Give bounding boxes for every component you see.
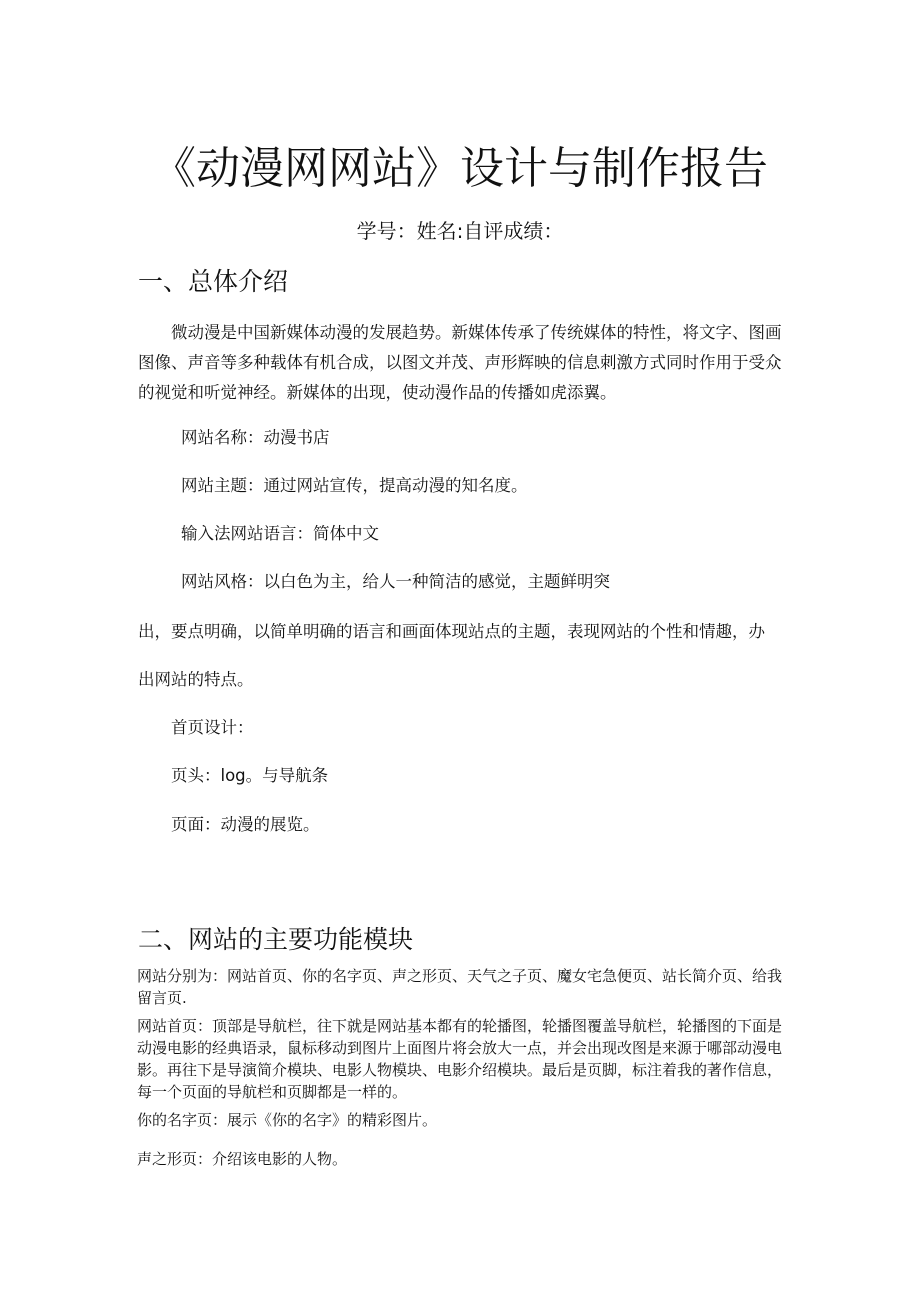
intro-paragraph: 微动漫是中国新媒体动漫的发展趋势。新媒体传承了传统媒体的特性，将文字、图画图像、声音等多种载体有机合成，以图文并茂、声形辉映的信息刺激方式同时作用于受众的视觉和听觉神经。新媒体的出现，使动漫作品的传播如虎添翼。 — [138, 323, 782, 402]
home-design-line: 首页设计： — [171, 718, 254, 737]
pages-list-paragraph: 网站分别为：网站首页、你的名字页、声之形页、天气之子页、魔女宅急便页、站长简介页、给我留言页. — [137, 967, 783, 1007]
document-title: 《动漫网网站》设计与制作报告 — [152, 143, 768, 194]
student-info-line: 学号：姓名:自评成绩： — [356, 219, 564, 243]
site-style-line-2: 出，要点明确，以简单明确的语言和画面体现站点的主题，表现网站的个性和情趣，办 — [138, 622, 765, 641]
section-heading-overview: 一、总体介绍 — [138, 267, 289, 296]
page-header-line: 页头：log。与导航条 — [171, 766, 329, 785]
silent-voice-page-paragraph: 声之形页：介绍该电影的人物。 — [137, 1150, 348, 1168]
site-style-line-3: 出网站的特点。 — [138, 670, 254, 689]
site-name-line: 网站名称：动漫书店 — [181, 428, 330, 447]
home-page-paragraph: 网站首页：顶部是导航栏，往下就是网站基本都有的轮播图，轮播图覆盖导航栏，轮播图的下面是动漫电影的经典语录，鼠标移动到图片上面图片将会放大一点，并会出现改图是来源于哪部动漫电影。再往下是导演简介模块、电影人物模块、电影介绍模块。最后是页脚，标注着我的著作信息，每一个页面的导航栏和页脚都是一样的。 — [137, 1017, 783, 1101]
section-heading-modules: 二、网站的主要功能模块 — [138, 925, 414, 954]
your-name-page-paragraph: 你的名字页：展示《你的名字》的精彩图片。 — [137, 1111, 438, 1129]
page-body-line: 页面：动漫的展览。 — [171, 815, 320, 834]
site-theme-line: 网站主题：通过网站宣传，提高动漫的知名度。 — [181, 476, 528, 495]
site-language-line: 输入法网站语言：简体中文 — [181, 524, 379, 543]
site-style-line-1: 网站风格：以白色为主，给人一种简洁的感觉，主题鲜明突 — [181, 572, 610, 591]
